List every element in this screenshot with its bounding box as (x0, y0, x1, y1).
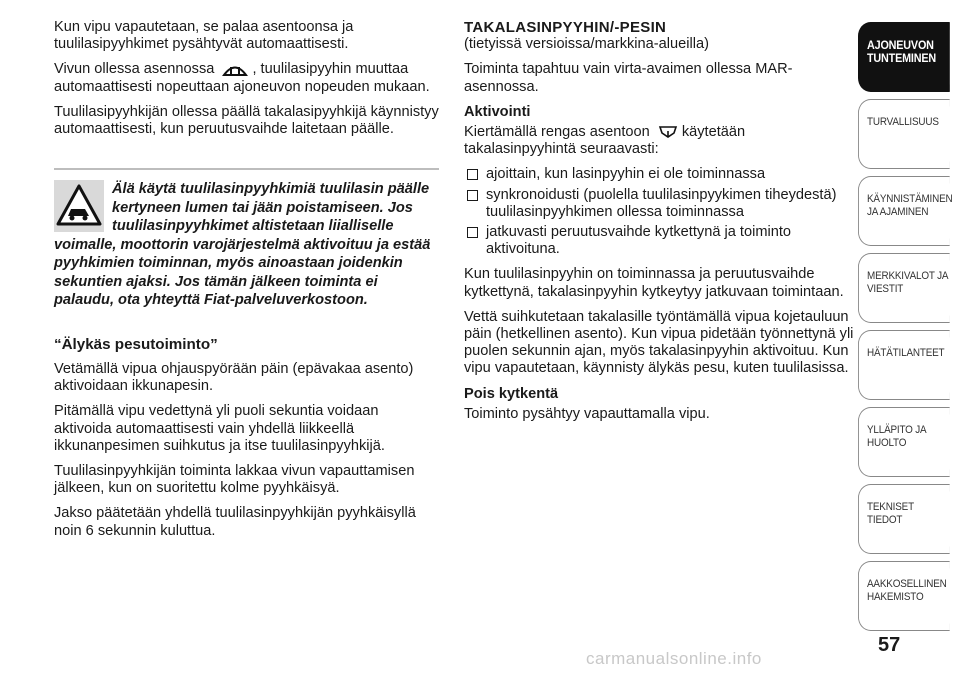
section-title: TAKALASINPYYHIN/-PESIN (464, 19, 667, 36)
paragraph: Tuulilasinpyyhkijän toiminta lakkaa vivun vapauttamisen jälkeen, kun on suoritettu kolme pyyhkäisyä. (54, 462, 415, 497)
paragraph: Tuulilasipyyhkijän ollessa päällä takalasipyyhkijä käynnistyy automaattisesti, kun peruutusvaihde laitetaan päälle. (54, 103, 439, 138)
paragraph (54, 61, 439, 95)
page-number: 57 (878, 634, 901, 656)
watermark: carmanualsonline.info (586, 649, 762, 668)
warning-text: Älä käytä tuulilasinpyyhkimiä tuulilasin päälle kertyneen lumen tai jään poistamiseen. Jos tuulilasinpyyhkimet altistetaan liialliselle voimalle, moottorin varojärjestelmä aktivoituu ja estää pyyhkimien toiminnan, myös ainoastaan joidenkin sekuntien ajaksi. Jos tämän jälkeen toiminta ei palaudu, ota yhteyttä Fiat-palveluverkostoon. (54, 181, 431, 309)
text: , tuulilasipyyhin muuttaa automaattisesti nopeuttaan ajoneuvon nopeuden mukaan. (54, 61, 430, 95)
checkbox-bullet-icon (467, 169, 478, 180)
list-item-text: jatkuvasti peruutusvaihde kytkettynä ja toiminto aktivoituna. (486, 224, 792, 258)
list-item-text: ajoittain, kun lasinpyyhin ei ole toiminnassa (486, 166, 766, 183)
paragraph: Vetämällä vipua ohjauspyörään päin (epävakaa asento) aktivoidaan ikkunapesin. (54, 360, 414, 395)
tab-merkkivalot[interactable]: MERKKIVALOT JA VIESTIT (858, 253, 950, 323)
tab-hakemisto[interactable]: AAKKOSELLINEN HAKEMISTO (858, 561, 950, 631)
paragraph: Kun tuulilasinpyyhin on toiminnassa ja peruutusvaihde kytkettynä, takalasinpyyhin kytkeytyy jatkuvaan toimintaan. (464, 266, 844, 300)
paragraph: Vettä suihkutetaan takalasille työntämällä vipua kojetauluun päin (hetkellinen asento). Kun vipua pidetään työnnettynä yli puolen sekunnin ajan, myös takalasinpyyhin aktivoituu. Kun vipu vapautetaan, käynnisty älykäs pesu, kuten tuulilasissa. (464, 308, 854, 377)
tab-turvallisuus[interactable]: TURVALLISUUS (858, 99, 950, 169)
auto-wiper-icon (222, 63, 248, 77)
list-item (464, 187, 854, 221)
section-subtitle: (tietyissä versioissa/markkina-alueilla) (464, 36, 709, 53)
car-warning-icon (54, 180, 104, 232)
activation-heading: Aktivointi (464, 103, 531, 120)
chapter-sidebar (858, 22, 960, 638)
smart-wash-heading: “Älykäs pesutoiminto” (54, 335, 218, 353)
paragraph (464, 124, 854, 158)
text: Kiertämällä rengas asentoon (464, 124, 650, 141)
paragraph: Toiminta tapahtuu vain virta-avaimen ollessa MAR-asennossa. (464, 61, 793, 95)
list-item (464, 166, 854, 183)
tab-yllapito[interactable]: YLLÄPITO JA HUOLTO (858, 407, 950, 477)
list-item-text: synkronoidusti (puolella tuulilasinpyykimen tiheydestä) tuulilasinpyyhkimen ollessa toiminnassa (486, 186, 837, 220)
text: Vivun ollessa asennossa (54, 61, 215, 78)
warning-box (54, 168, 439, 310)
checkbox-bullet-icon (467, 190, 478, 201)
paragraph: Pitämällä vipu vedettynä yli puoli sekuntia voidaan aktivoida automaattisesti vain yhdellä liikkeellä ikkunanpesimen suihkutus ja itse tuulilasinpyyhkijä. (54, 403, 385, 454)
checkbox-bullet-icon (467, 227, 478, 238)
tab-kaynnistaminen[interactable]: KÄYNNISTÄMINEN JA AJAMINEN (858, 176, 950, 246)
deactivation-heading: Pois kytkentä (464, 385, 559, 402)
paragraph: Jakso päätetään yhdellä tuulilasinpyyhkijän pyyhkäisyllä noin 6 sekunnin kuluttua. (54, 505, 416, 539)
right-column (464, 19, 854, 431)
paragraph: Kun vipu vapautetaan, se palaa asentoonsa ja tuulilasipyyhkimet pysähtyvät automaattisesti. (54, 19, 354, 53)
tab-hatatilanteet[interactable]: HÄTÄTILANTEET (858, 330, 950, 400)
tab-tekniset-tiedot[interactable]: TEKNISET TIEDOT (858, 484, 950, 554)
text: käytetään takalasinpyyhintä seuraavasti: (464, 124, 746, 158)
paragraph: Toiminto pysähtyy vapauttamalla vipu. (464, 405, 710, 422)
list-item (464, 224, 854, 258)
tab-ajoneuvon-tunteminen[interactable]: AJONEUVON TUNTEMINEN (858, 22, 950, 92)
left-column (54, 19, 439, 548)
rear-wiper-icon (658, 124, 678, 140)
mode-list (464, 166, 854, 258)
